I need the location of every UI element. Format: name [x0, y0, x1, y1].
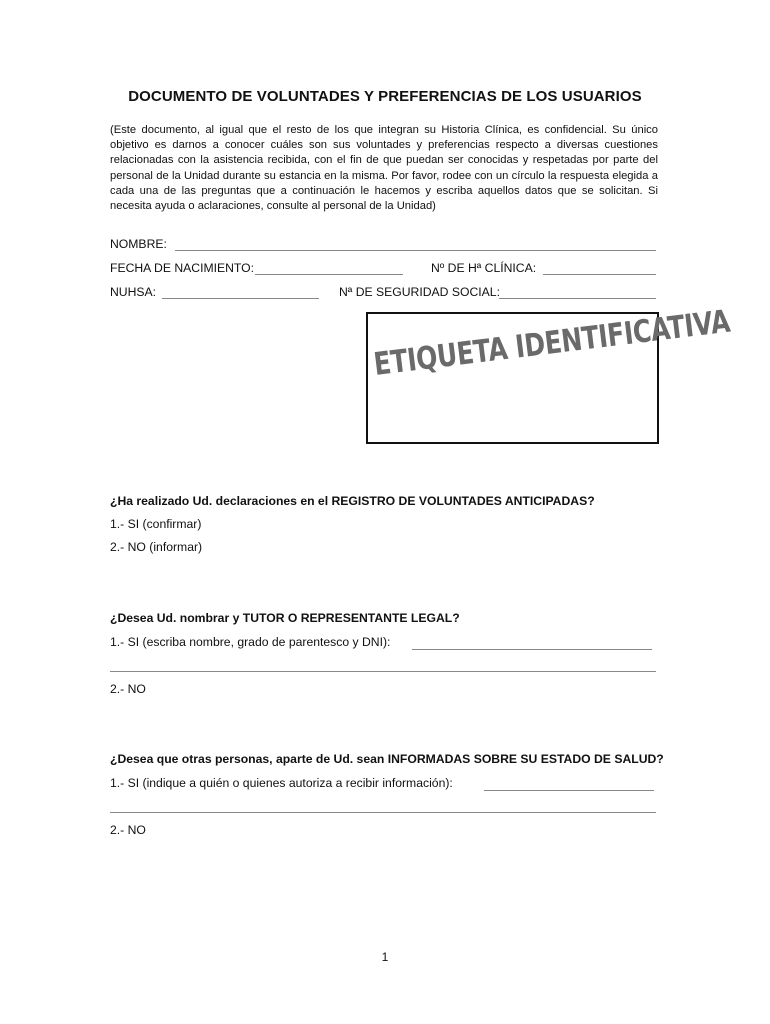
page-number: 1 — [381, 950, 389, 964]
option-si[interactable]: 1.- SI (indique a quién o quienes autoriza a recibir información): — [110, 776, 453, 790]
historia-clinica-label: Nº DE Hª CLÍNICA: — [431, 261, 537, 275]
option-no[interactable]: 2.- NO (informar) — [110, 540, 203, 554]
option-no[interactable]: 2.- NO — [110, 823, 146, 837]
option-si[interactable]: 1.- SI (escriba nombre, grado de parentesco y DNI): — [110, 635, 391, 649]
identification-label-stamp: ETIQUETA IDENTIFICATIVA — [371, 302, 732, 383]
option-no[interactable]: 2.- NO — [110, 682, 146, 696]
fecha-nacimiento-label: FECHA DE NACIMIENTO: — [110, 261, 255, 275]
nuhsa-label: NUHSA: — [110, 285, 157, 299]
question-tutor-representante: ¿Desea Ud. nombrar y TUTOR O REPRESENTANTE LEGAL? — [110, 611, 460, 625]
identification-label-box — [366, 302, 732, 444]
historia-clinica-input-line[interactable] — [543, 274, 656, 275]
document-title: DOCUMENTO DE VOLUNTADES Y PREFERENCIAS DE LOS USUARIOS — [128, 88, 642, 105]
question-registro-voluntades: ¿Ha realizado Ud. declaraciones en el REGISTRO DE VOLUNTADES ANTICIPADAS? — [110, 494, 595, 508]
intro-paragraph: (Este documento, al igual que el resto de los que integran su Historia Clínica, es confidencial. Su único objetivo es darnos a conocer cuáles son sus voluntades y preferencias respecto a diversas cuestiones relacionadas con la asistencia recibida, con el fin de que puedan ser conocidas y respetadas por parte del personal de la Unidad durante su estancia en la misma. Por favor, rodee con un círculo la respuesta elegida a cada una de las preguntas que a continuación le hacemos y escriba aquellos datos que se solicitan. Si necesita ayuda o aclaraciones, consulte al personal de la Unidad) — [110, 124, 658, 213]
tutor-details-input-line[interactable] — [412, 649, 652, 650]
option-si[interactable]: 1.- SI (confirmar) — [110, 517, 202, 531]
nombre-input-line[interactable] — [175, 250, 656, 251]
fecha-nacimiento-input-line[interactable] — [255, 274, 403, 275]
question-informadas-estado-salud: ¿Desea que otras personas, aparte de Ud. sean INFORMADAS SOBRE SU ESTADO DE SALUD? — [110, 752, 664, 766]
authorized-persons-continuation-line[interactable] — [110, 812, 656, 813]
tutor-details-continuation-line[interactable] — [110, 671, 656, 672]
nombre-label: NOMBRE: — [110, 237, 167, 251]
seguridad-social-label: Nª DE SEGURIDAD SOCIAL: — [339, 285, 500, 299]
authorized-persons-input-line[interactable] — [484, 790, 654, 791]
nuhsa-input-line[interactable] — [162, 298, 319, 299]
seguridad-social-input-line[interactable] — [499, 298, 656, 299]
